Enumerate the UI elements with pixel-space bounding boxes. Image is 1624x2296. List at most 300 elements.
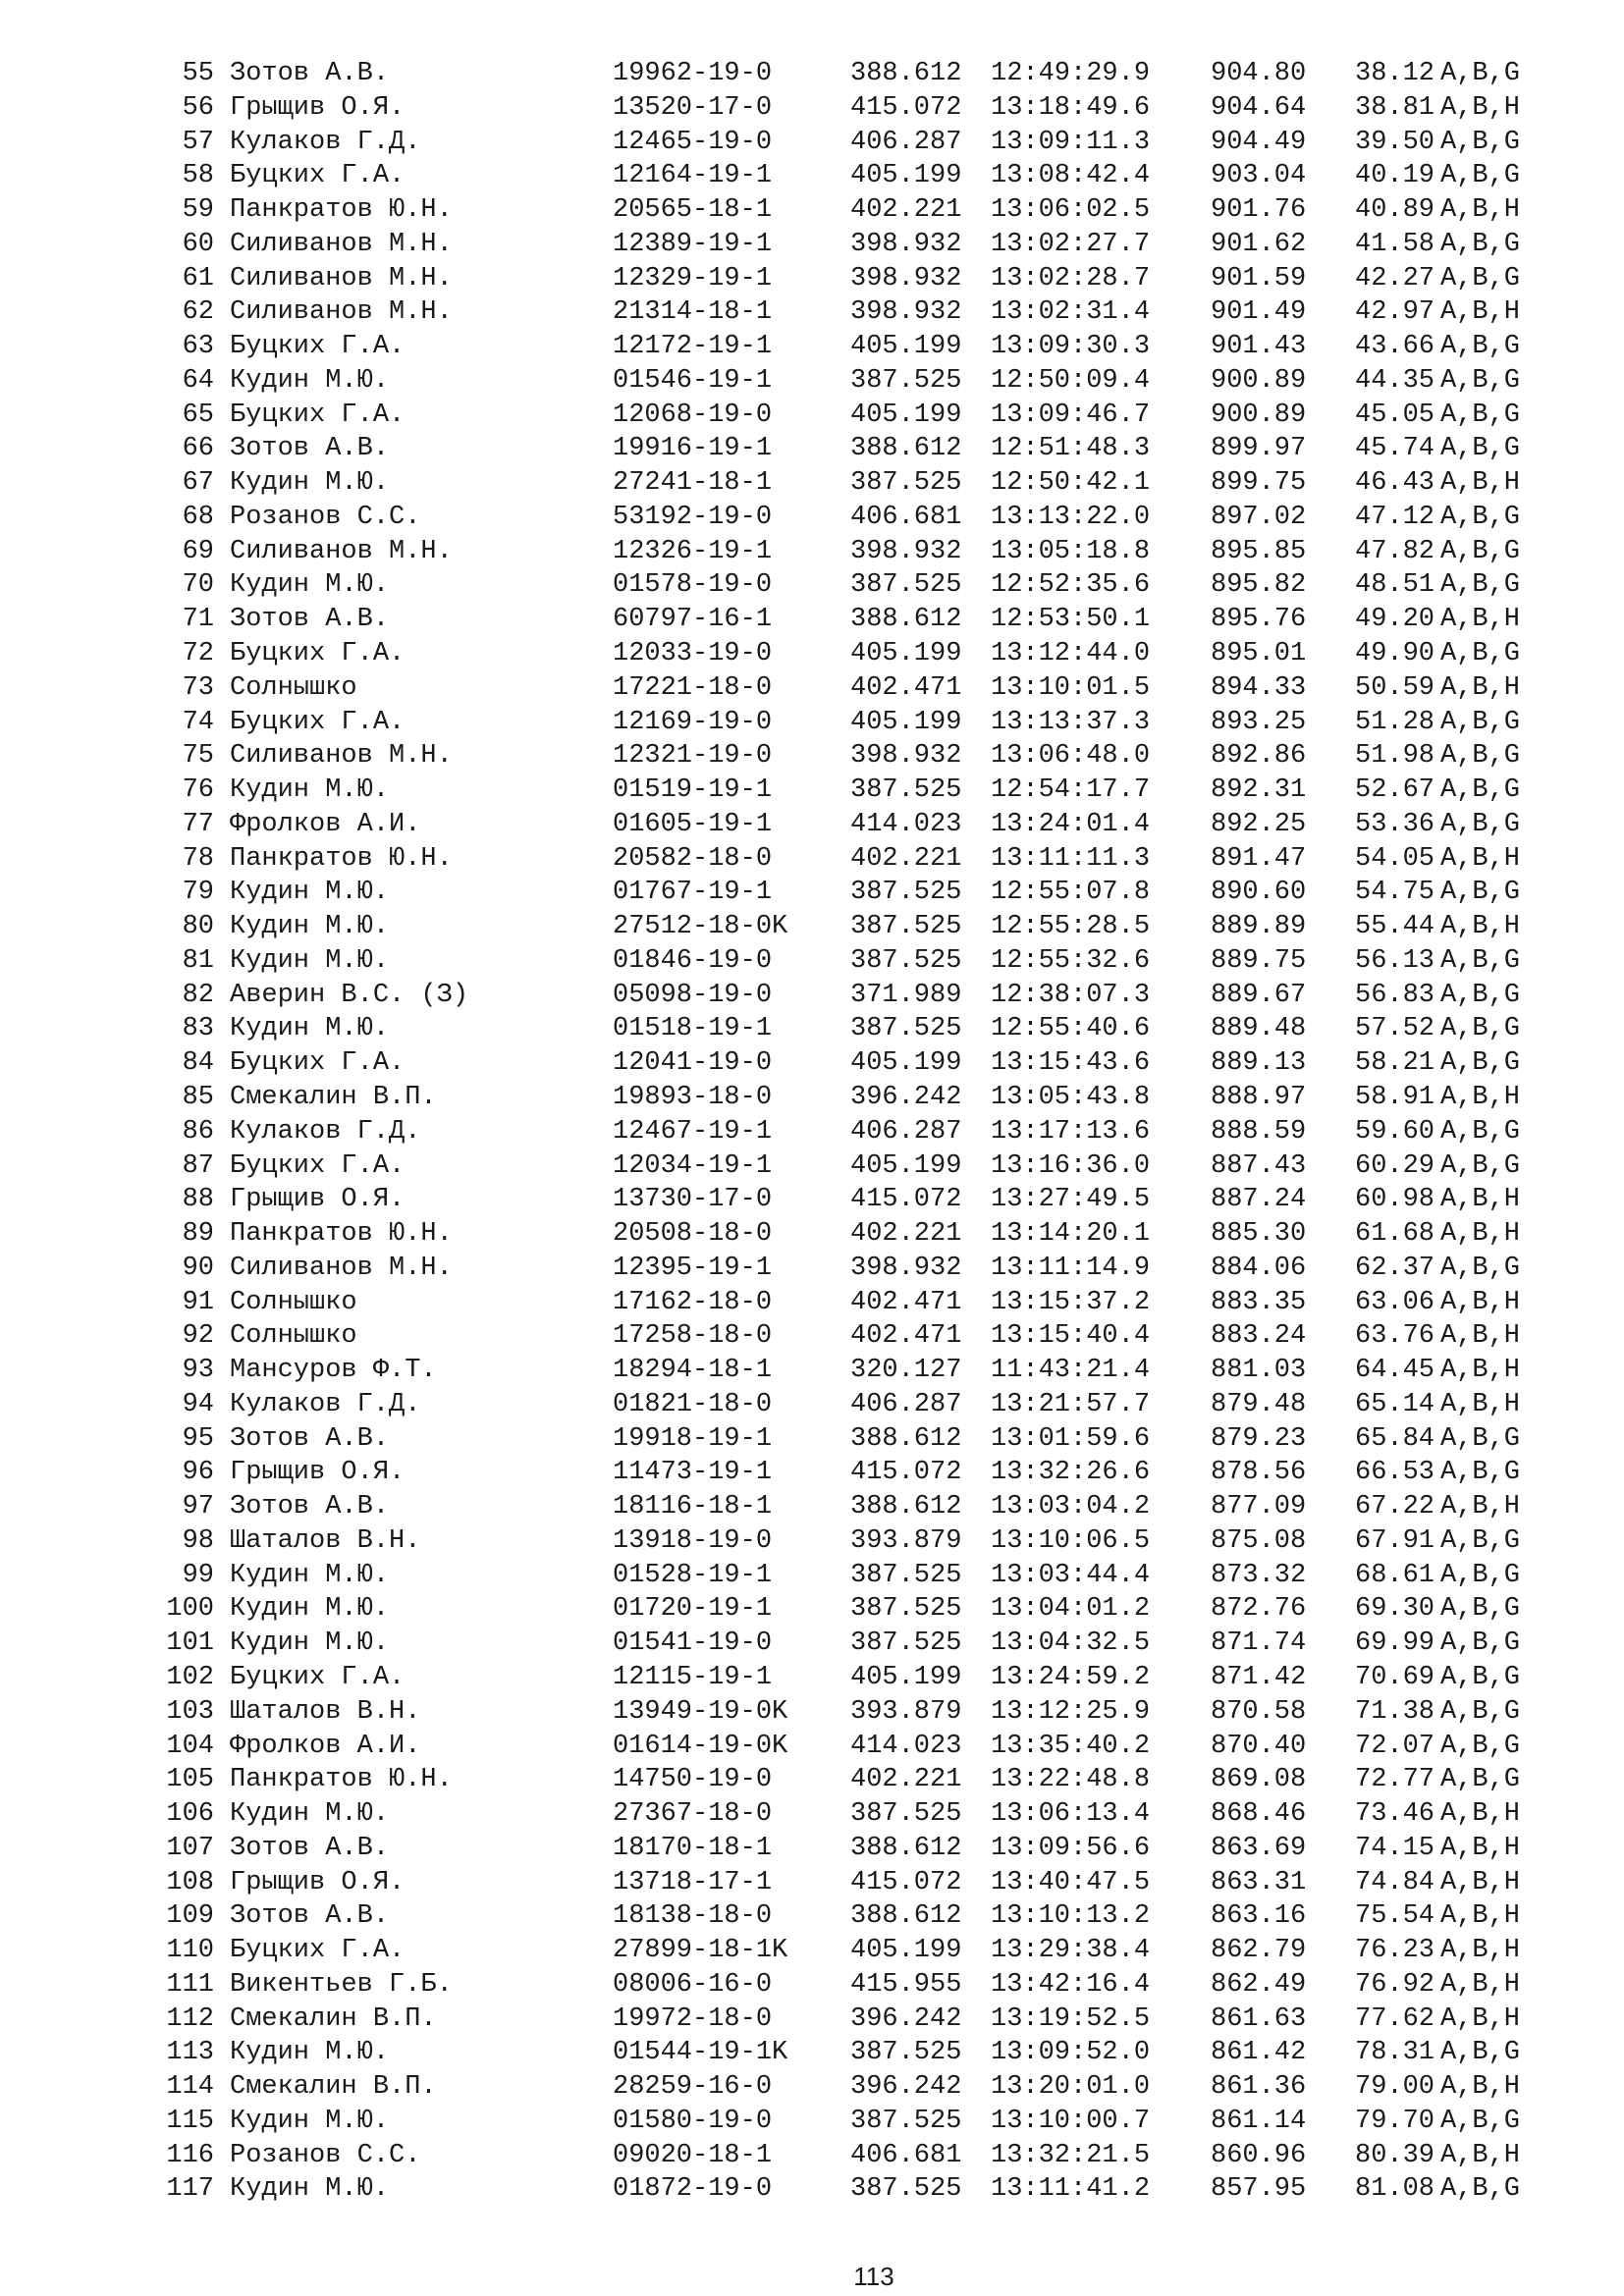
coefficient-cell: 56.83	[1355, 980, 1435, 1010]
fancier-cell: Кудин М.Ю.	[230, 1799, 390, 1830]
speed-cell: 895.01	[1211, 639, 1307, 669]
time-cell: 13:02:31.4	[991, 297, 1151, 328]
ring-cell: 20565-18-1	[613, 195, 773, 226]
table-row	[0, 1183, 1624, 1217]
fancier-cell: Аверин В.С. (З)	[230, 980, 469, 1010]
place-cell: 57	[182, 127, 214, 157]
time-cell: 13:09:52.0	[991, 2038, 1151, 2068]
place-cell: 80	[182, 912, 214, 942]
fancier-cell: Зотов А.В.	[230, 1901, 390, 1932]
place-cell: 76	[182, 775, 214, 806]
table-row	[0, 1934, 1624, 1968]
fancier-cell: Смекалин В.П.	[230, 2003, 437, 2034]
place-cell: 99	[182, 1560, 214, 1590]
speed-cell: 879.23	[1211, 1423, 1307, 1454]
distance-cell: 402.221	[850, 1765, 962, 1795]
fancier-cell: Солнышко	[230, 672, 357, 703]
speed-cell: 878.56	[1211, 1458, 1307, 1488]
ring-cell: 12395-19-1	[613, 1253, 773, 1283]
distance-cell: 402.471	[850, 1321, 962, 1352]
place-cell: 105	[166, 1765, 214, 1795]
speed-cell: 889.67	[1211, 980, 1307, 1010]
speed-cell: 891.47	[1211, 843, 1307, 874]
table-row	[0, 432, 1624, 466]
fancier-cell: Силиванов М.Н.	[230, 297, 453, 328]
time-cell: 13:18:49.6	[991, 92, 1151, 123]
speed-cell: 857.95	[1211, 2174, 1307, 2205]
ring-cell: 60797-16-1	[613, 605, 773, 635]
fancier-cell: Буцких Г.А.	[230, 161, 406, 191]
speed-cell: 899.75	[1211, 468, 1307, 499]
place-cell: 82	[182, 980, 214, 1010]
distance-cell: 396.242	[850, 1082, 962, 1112]
speed-cell: 869.08	[1211, 1765, 1307, 1795]
time-cell: 13:09:56.6	[991, 1833, 1151, 1863]
speed-cell: 861.14	[1211, 2106, 1307, 2136]
time-cell: 13:15:40.4	[991, 1321, 1151, 1352]
fancier-cell: Зотов А.В.	[230, 1833, 390, 1863]
classes-cell: A,B,G	[1440, 1696, 1521, 1727]
classes-cell: A,B,G	[1440, 434, 1521, 464]
coefficient-cell: 51.28	[1355, 707, 1435, 737]
place-cell: 98	[182, 1525, 214, 1556]
coefficient-cell: 77.62	[1355, 2003, 1435, 2034]
classes-cell: A,B,H	[1440, 1219, 1521, 1250]
speed-cell: 895.85	[1211, 536, 1307, 566]
speed-cell: 901.76	[1211, 195, 1307, 226]
table-row	[0, 808, 1624, 842]
table-row	[0, 1866, 1624, 1900]
table-row	[0, 568, 1624, 603]
table-row	[0, 2172, 1624, 2207]
classes-cell: A,B,G	[1440, 775, 1521, 806]
place-cell: 55	[182, 59, 214, 88]
table-row	[0, 706, 1624, 740]
ring-cell: 12329-19-1	[613, 263, 773, 294]
ring-cell: 27512-18-0K	[613, 912, 788, 942]
fancier-cell: Буцких Г.А.	[230, 1662, 406, 1692]
ring-cell: 01518-19-1	[613, 1014, 773, 1044]
place-cell: 106	[166, 1799, 214, 1830]
coefficient-cell: 60.29	[1355, 1150, 1435, 1181]
place-cell: 110	[166, 1936, 214, 1966]
coefficient-cell: 69.99	[1355, 1629, 1435, 1659]
fancier-cell: Кудин М.Ю.	[230, 912, 390, 942]
time-cell: 13:03:44.4	[991, 1560, 1151, 1590]
table-row	[0, 910, 1624, 944]
distance-cell: 415.955	[850, 1969, 962, 2000]
classes-cell: A,B,H	[1440, 2072, 1521, 2103]
distance-cell: 387.525	[850, 2038, 962, 2068]
time-cell: 12:38:07.3	[991, 980, 1151, 1010]
place-cell: 64	[182, 365, 214, 396]
table-row	[0, 228, 1624, 262]
place-cell: 86	[182, 1116, 214, 1147]
fancier-cell: Зотов А.В.	[230, 1423, 390, 1454]
distance-cell: 406.287	[850, 1389, 962, 1419]
classes-cell: A,B,G	[1440, 1629, 1521, 1659]
speed-cell: 904.64	[1211, 92, 1307, 123]
coefficient-cell: 50.59	[1355, 672, 1435, 703]
fancier-cell: Силиванов М.Н.	[230, 229, 453, 259]
speed-cell: 901.49	[1211, 297, 1307, 328]
place-cell: 100	[166, 1594, 214, 1625]
time-cell: 13:03:04.2	[991, 1492, 1151, 1522]
speed-cell: 904.80	[1211, 59, 1307, 88]
distance-cell: 415.072	[850, 1185, 962, 1215]
time-cell: 13:32:26.6	[991, 1458, 1151, 1488]
time-cell: 13:12:44.0	[991, 639, 1151, 669]
speed-cell: 903.04	[1211, 161, 1307, 191]
classes-cell: A,B,H	[1440, 195, 1521, 226]
results-table	[0, 57, 1624, 2207]
table-row	[0, 1797, 1624, 1832]
ring-cell: 01872-19-0	[613, 2174, 773, 2205]
time-cell: 12:55:28.5	[991, 912, 1151, 942]
table-row	[0, 466, 1624, 501]
speed-cell: 897.02	[1211, 502, 1307, 532]
fancier-cell: Шаталов В.Н.	[230, 1696, 421, 1727]
fancier-cell: Мансуров Ф.Т.	[230, 1356, 437, 1386]
speed-cell: 863.16	[1211, 1901, 1307, 1932]
ring-cell: 12115-19-1	[613, 1662, 773, 1692]
speed-cell: 900.89	[1211, 400, 1307, 430]
fancier-cell: Солнышко	[230, 1287, 357, 1317]
speed-cell: 868.46	[1211, 1799, 1307, 1830]
place-cell: 89	[182, 1219, 214, 1250]
distance-cell: 398.932	[850, 263, 962, 294]
speed-cell: 894.33	[1211, 672, 1307, 703]
coefficient-cell: 67.91	[1355, 1525, 1435, 1556]
distance-cell: 405.199	[850, 1662, 962, 1692]
speed-cell: 863.69	[1211, 1833, 1307, 1863]
coefficient-cell: 79.00	[1355, 2072, 1435, 2103]
classes-cell: A,B,H	[1440, 1799, 1521, 1830]
speed-cell: 889.48	[1211, 1014, 1307, 1044]
speed-cell: 887.43	[1211, 1150, 1307, 1181]
time-cell: 13:21:57.7	[991, 1389, 1151, 1419]
coefficient-cell: 76.92	[1355, 1969, 1435, 2000]
coefficient-cell: 46.43	[1355, 468, 1435, 499]
time-cell: 13:15:43.6	[991, 1048, 1151, 1079]
classes-cell: A,B,H	[1440, 843, 1521, 874]
distance-cell: 402.221	[850, 1219, 962, 1250]
fancier-cell: Силиванов М.Н.	[230, 1253, 453, 1283]
fancier-cell: Панкратов Ю.Н.	[230, 1765, 453, 1795]
classes-cell: A,B,G	[1440, 127, 1521, 157]
place-cell: 67	[182, 468, 214, 499]
table-row	[0, 2105, 1624, 2139]
place-cell: 69	[182, 536, 214, 566]
coefficient-cell: 44.35	[1355, 365, 1435, 396]
ring-cell: 13520-17-0	[613, 92, 773, 123]
ring-cell: 12164-19-1	[613, 161, 773, 191]
distance-cell: 387.525	[850, 912, 962, 942]
fancier-cell: Кулаков Г.Д.	[230, 1116, 421, 1147]
speed-cell: 901.62	[1211, 229, 1307, 259]
fancier-cell: Грыщив О.Я.	[230, 1867, 406, 1897]
classes-cell: A,B,G	[1440, 1423, 1521, 1454]
classes-cell: A,B,G	[1440, 263, 1521, 294]
time-cell: 13:02:27.7	[991, 229, 1151, 259]
time-cell: 13:10:01.5	[991, 672, 1151, 703]
classes-cell: A,B,H	[1440, 1969, 1521, 2000]
place-cell: 104	[166, 1731, 214, 1761]
table-row	[0, 501, 1624, 535]
time-cell: 13:14:20.1	[991, 1219, 1151, 1250]
place-cell: 72	[182, 639, 214, 669]
ring-cell: 20582-18-0	[613, 843, 773, 874]
table-row	[0, 1012, 1624, 1046]
speed-cell: 863.31	[1211, 1867, 1307, 1897]
classes-cell: A,B,G	[1440, 1014, 1521, 1044]
fancier-cell: Викентьев Г.Б.	[230, 1969, 453, 2000]
coefficient-cell: 48.51	[1355, 570, 1435, 601]
ring-cell: 21314-18-1	[613, 297, 773, 328]
place-cell: 102	[166, 1662, 214, 1692]
coefficient-cell: 52.67	[1355, 775, 1435, 806]
distance-cell: 387.525	[850, 1799, 962, 1830]
time-cell: 13:05:18.8	[991, 536, 1151, 566]
table-row	[0, 739, 1624, 774]
fancier-cell: Смекалин В.П.	[230, 1082, 437, 1112]
table-row	[0, 1832, 1624, 1866]
table-row	[0, 262, 1624, 296]
ring-cell: 01614-19-0K	[613, 1731, 788, 1761]
fancier-cell: Зотов А.В.	[230, 434, 390, 464]
place-cell: 101	[166, 1629, 214, 1659]
distance-cell: 415.072	[850, 92, 962, 123]
classes-cell: A,B,G	[1440, 1116, 1521, 1147]
time-cell: 12:50:42.1	[991, 468, 1151, 499]
table-row	[0, 2070, 1624, 2105]
time-cell: 13:11:14.9	[991, 1253, 1151, 1283]
classes-cell: A,B,G	[1440, 1765, 1521, 1795]
speed-cell: 873.32	[1211, 1560, 1307, 1590]
coefficient-cell: 39.50	[1355, 127, 1435, 157]
distance-cell: 414.023	[850, 1731, 962, 1761]
ring-cell: 09020-18-1	[613, 2140, 773, 2170]
ring-cell: 17162-18-0	[613, 1287, 773, 1317]
table-row	[0, 2036, 1624, 2070]
classes-cell: A,B,H	[1440, 2003, 1521, 2034]
speed-cell: 875.08	[1211, 1525, 1307, 1556]
classes-cell: A,B,G	[1440, 809, 1521, 839]
table-row	[0, 1286, 1624, 1320]
coefficient-cell: 45.05	[1355, 400, 1435, 430]
table-row	[0, 603, 1624, 637]
speed-cell: 889.13	[1211, 1048, 1307, 1079]
fancier-cell: Кудин М.Ю.	[230, 1594, 390, 1625]
coefficient-cell: 40.19	[1355, 161, 1435, 191]
classes-cell: A,B,H	[1440, 2140, 1521, 2170]
ring-cell: 13718-17-1	[613, 1867, 773, 1897]
distance-cell: 388.612	[850, 434, 962, 464]
distance-cell: 388.612	[850, 1833, 962, 1863]
classes-cell: A,B,G	[1440, 1560, 1521, 1590]
speed-cell: 890.60	[1211, 878, 1307, 908]
time-cell: 13:04:32.5	[991, 1629, 1151, 1659]
place-cell: 95	[182, 1423, 214, 1454]
ring-cell: 13949-19-0K	[613, 1696, 788, 1727]
ring-cell: 01580-19-0	[613, 2106, 773, 2136]
distance-cell: 387.525	[850, 775, 962, 806]
ring-cell: 17221-18-0	[613, 672, 773, 703]
classes-cell: A,B,G	[1440, 878, 1521, 908]
classes-cell: A,B,G	[1440, 2174, 1521, 2205]
time-cell: 13:16:36.0	[991, 1150, 1151, 1181]
place-cell: 66	[182, 434, 214, 464]
fancier-cell: Фролков А.И.	[230, 809, 421, 839]
time-cell: 11:43:21.4	[991, 1356, 1151, 1386]
fancier-cell: Буцких Г.А.	[230, 1150, 406, 1181]
distance-cell: 406.681	[850, 2140, 962, 2170]
speed-cell: 885.30	[1211, 1219, 1307, 1250]
classes-cell: A,B,H	[1440, 92, 1521, 123]
speed-cell: 872.76	[1211, 1594, 1307, 1625]
coefficient-cell: 56.13	[1355, 945, 1435, 976]
coefficient-cell: 66.53	[1355, 1458, 1435, 1488]
distance-cell: 387.525	[850, 1560, 962, 1590]
speed-cell: 899.97	[1211, 434, 1307, 464]
time-cell: 13:40:47.5	[991, 1867, 1151, 1897]
ring-cell: 19893-18-0	[613, 1082, 773, 1112]
ring-cell: 18116-18-1	[613, 1492, 773, 1522]
speed-cell: 871.42	[1211, 1662, 1307, 1692]
distance-cell: 405.199	[850, 332, 962, 362]
time-cell: 12:49:29.9	[991, 59, 1151, 88]
coefficient-cell: 68.61	[1355, 1560, 1435, 1590]
fancier-cell: Кудин М.Ю.	[230, 1014, 390, 1044]
place-cell: 87	[182, 1150, 214, 1181]
distance-cell: 405.199	[850, 1048, 962, 1079]
table-row	[0, 1695, 1624, 1730]
place-cell: 58	[182, 161, 214, 191]
distance-cell: 405.199	[850, 161, 962, 191]
place-cell: 114	[166, 2072, 214, 2103]
coefficient-cell: 71.38	[1355, 1696, 1435, 1727]
time-cell: 13:42:16.4	[991, 1969, 1151, 2000]
classes-cell: A,B,G	[1440, 945, 1521, 976]
fancier-cell: Кудин М.Ю.	[230, 2106, 390, 2136]
classes-cell: A,B,G	[1440, 161, 1521, 191]
coefficient-cell: 63.06	[1355, 1287, 1435, 1317]
coefficient-cell: 54.75	[1355, 878, 1435, 908]
fancier-cell: Панкратов Ю.Н.	[230, 843, 453, 874]
place-cell: 107	[166, 1833, 214, 1863]
classes-cell: A,B,G	[1440, 980, 1521, 1010]
classes-cell: A,B,G	[1440, 536, 1521, 566]
fancier-cell: Панкратов Ю.Н.	[230, 195, 453, 226]
coefficient-cell: 42.97	[1355, 297, 1435, 328]
classes-cell: A,B,H	[1440, 912, 1521, 942]
fancier-cell: Кудин М.Ю.	[230, 2174, 390, 2205]
coefficient-cell: 55.44	[1355, 912, 1435, 942]
speed-cell: 862.79	[1211, 1936, 1307, 1966]
distance-cell: 415.072	[850, 1458, 962, 1488]
coefficient-cell: 49.90	[1355, 639, 1435, 669]
speed-cell: 901.43	[1211, 332, 1307, 362]
table-row	[0, 1354, 1624, 1388]
speed-cell: 870.58	[1211, 1696, 1307, 1727]
classes-cell: A,B,G	[1440, 1253, 1521, 1283]
ring-cell: 18138-18-0	[613, 1901, 773, 1932]
place-cell: 93	[182, 1356, 214, 1386]
ring-cell: 05098-19-0	[613, 980, 773, 1010]
table-row	[0, 1388, 1624, 1422]
time-cell: 13:10:00.7	[991, 2106, 1151, 2136]
fancier-cell: Кулаков Г.Д.	[230, 1389, 421, 1419]
distance-cell: 398.932	[850, 297, 962, 328]
place-cell: 68	[182, 502, 214, 532]
place-cell: 94	[182, 1389, 214, 1419]
classes-cell: A,B,G	[1440, 707, 1521, 737]
coefficient-cell: 61.68	[1355, 1219, 1435, 1250]
coefficient-cell: 64.45	[1355, 1356, 1435, 1386]
ring-cell: 12041-19-0	[613, 1048, 773, 1079]
speed-cell: 901.59	[1211, 263, 1307, 294]
fancier-cell: Грыщив О.Я.	[230, 1458, 406, 1488]
distance-cell: 405.199	[850, 639, 962, 669]
distance-cell: 388.612	[850, 1901, 962, 1932]
table-row	[0, 1968, 1624, 2002]
fancier-cell: Кудин М.Ю.	[230, 468, 390, 499]
speed-cell: 883.35	[1211, 1287, 1307, 1317]
coefficient-cell: 45.74	[1355, 434, 1435, 464]
classes-cell: A,B,G	[1440, 570, 1521, 601]
time-cell: 13:15:37.2	[991, 1287, 1151, 1317]
classes-cell: A,B,H	[1440, 605, 1521, 635]
time-cell: 13:24:01.4	[991, 809, 1151, 839]
fancier-cell: Буцких Г.А.	[230, 332, 406, 362]
time-cell: 13:17:13.6	[991, 1116, 1151, 1147]
speed-cell: 888.59	[1211, 1116, 1307, 1147]
ring-cell: 13730-17-0	[613, 1185, 773, 1215]
table-row	[0, 1149, 1624, 1184]
ring-cell: 01821-18-0	[613, 1389, 773, 1419]
coefficient-cell: 43.66	[1355, 332, 1435, 362]
speed-cell: 861.36	[1211, 2072, 1307, 2103]
time-cell: 13:01:59.6	[991, 1423, 1151, 1454]
coefficient-cell: 72.77	[1355, 1765, 1435, 1795]
time-cell: 13:05:43.8	[991, 1082, 1151, 1112]
classes-cell: A,B,G	[1440, 1525, 1521, 1556]
distance-cell: 405.199	[850, 400, 962, 430]
table-row	[0, 1422, 1624, 1457]
fancier-cell: Розанов С.С.	[230, 2140, 421, 2170]
distance-cell: 387.525	[850, 365, 962, 396]
coefficient-cell: 38.12	[1355, 59, 1435, 88]
classes-cell: A,B,G	[1440, 332, 1521, 362]
fancier-cell: Зотов А.В.	[230, 605, 390, 635]
place-cell: 60	[182, 229, 214, 259]
time-cell: 13:06:48.0	[991, 741, 1151, 772]
speed-cell: 887.24	[1211, 1185, 1307, 1215]
table-row	[0, 876, 1624, 910]
classes-cell: A,B,G	[1440, 1048, 1521, 1079]
speed-cell: 861.63	[1211, 2003, 1307, 2034]
distance-cell: 398.932	[850, 741, 962, 772]
distance-cell: 396.242	[850, 2072, 962, 2103]
place-cell: 75	[182, 741, 214, 772]
coefficient-cell: 72.07	[1355, 1731, 1435, 1761]
ring-cell: 18294-18-1	[613, 1356, 773, 1386]
fancier-cell: Буцких Г.А.	[230, 639, 406, 669]
fancier-cell: Буцких Г.А.	[230, 1048, 406, 1079]
table-row	[0, 1046, 1624, 1081]
table-row	[0, 1115, 1624, 1149]
fancier-cell: Кудин М.Ю.	[230, 570, 390, 601]
